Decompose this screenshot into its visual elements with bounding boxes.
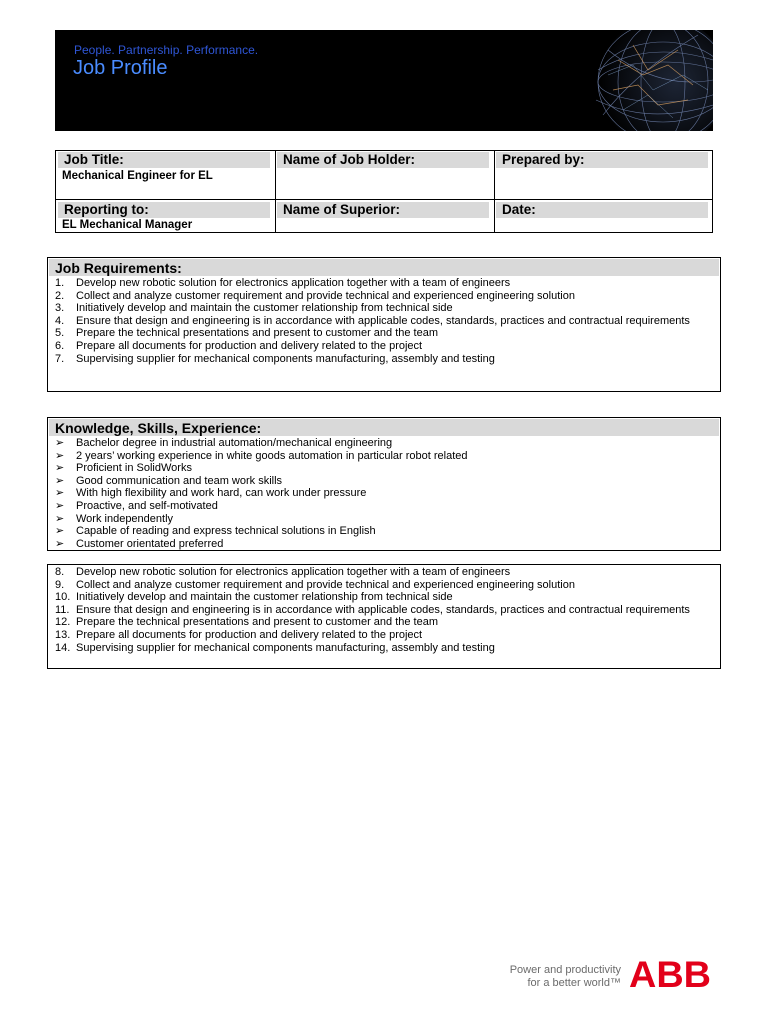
globe-graphic-icon <box>588 30 713 131</box>
list-item-text: Develop new robotic solution for electronics application together with a team of engineers <box>76 566 511 578</box>
list-item-marker: 2. <box>55 289 65 302</box>
list-item <box>48 525 720 538</box>
list-item-marker: 11. <box>55 603 70 616</box>
job-profile-banner <box>55 30 713 131</box>
list-item-text: Work independently <box>76 512 174 525</box>
list-item <box>48 462 720 475</box>
list-item-marker: ➢ <box>55 462 65 475</box>
job-info-table <box>55 150 713 233</box>
job-requirements-list <box>48 277 720 365</box>
knowledge-list <box>48 437 720 550</box>
list-item <box>48 340 720 353</box>
list-item <box>48 475 720 488</box>
page-title: Job Profile <box>73 57 168 79</box>
prepared-by-label: Prepared by: <box>496 152 708 168</box>
list-item <box>48 302 720 315</box>
job-requirements-section <box>47 257 721 392</box>
list-item <box>48 642 720 655</box>
footer-tagline-line1: Power and productivity <box>509 964 621 976</box>
list-item-text: Prepare all documents for production and delivery related to the project <box>76 628 423 641</box>
list-item-text: 2 years’ working experience in white goods automation in particular robot related <box>76 449 468 462</box>
list-item-marker: 6. <box>55 339 65 352</box>
superior-label: Name of Superior: <box>277 202 489 218</box>
list-item <box>48 327 720 340</box>
knowledge-section <box>47 417 721 551</box>
list-item-text: Ensure that design and engineering is in accordance with applicable codes, standards, practices and contractual requirements <box>76 603 690 616</box>
list-item <box>48 450 720 463</box>
footer-tagline <box>510 964 621 990</box>
job-holder-label: Name of Job Holder: <box>277 152 489 168</box>
list-item-marker: 1. <box>55 277 65 289</box>
abb-logo-icon <box>629 957 713 989</box>
list-item <box>48 437 720 450</box>
list-item-text: Initiatively develop and maintain the customer relationship from technical side <box>76 591 453 604</box>
list-item-text: Supervising supplier for mechanical components manufacturing, assembly and testing <box>76 352 495 365</box>
job-requirements-title: Job Requirements: <box>49 259 719 276</box>
list-item-text: Good communication and team work skills <box>76 474 283 487</box>
list-item-text: Develop new robotic solution for electronics application together with a team of engineers <box>76 277 511 289</box>
list-item-marker: ➢ <box>55 525 65 538</box>
list-item <box>48 629 720 642</box>
list-item <box>48 315 720 328</box>
list-item-text: Collect and analyze customer requirement and provide technical and experienced engineering solution <box>76 289 575 302</box>
job-title-value: Mechanical Engineer for EL <box>62 170 213 182</box>
list-item <box>48 566 720 579</box>
list-item-marker: ➢ <box>55 474 65 487</box>
list-item-text: Proficient in SolidWorks <box>76 462 192 475</box>
list-item-text: Prepare all documents for production and delivery related to the project <box>76 339 423 352</box>
list-item-text: Prepare the technical presentations and present to customer and the team <box>76 327 438 340</box>
list-item <box>48 579 720 592</box>
list-item-marker: 7. <box>55 352 65 365</box>
list-item-marker: ➢ <box>55 437 65 449</box>
list-item <box>48 513 720 526</box>
footer-tagline-line2: for a better world™ <box>527 977 621 989</box>
list-item-text: Bachelor degree in industrial automation/mechanical engineering <box>76 437 393 449</box>
list-item <box>48 487 720 500</box>
abb-logo-text: ABB <box>629 957 711 989</box>
list-item-text: Prepare the technical presentations and present to customer and the team <box>76 616 438 629</box>
job-title-label: Job Title: <box>58 152 270 168</box>
list-item-marker: 10. <box>55 591 71 604</box>
list-item-marker: ➢ <box>55 499 65 512</box>
banner-tagline: People. Partnership. Performance. <box>74 43 259 57</box>
list-item <box>48 616 720 629</box>
list-item-marker: ➢ <box>55 487 65 500</box>
list-item <box>48 604 720 617</box>
list-item <box>48 353 720 366</box>
list-item-marker: 3. <box>55 302 65 315</box>
list-item-text: Collect and analyze customer requirement and provide technical and experienced engineering solution <box>76 578 575 591</box>
knowledge-title: Knowledge, Skills, Experience: <box>49 419 719 436</box>
list-item-marker: 13. <box>55 628 71 641</box>
list-item <box>48 538 720 551</box>
list-item-text: With high flexibility and work hard, can work under pressure <box>76 487 367 500</box>
additional-requirements-list <box>48 566 720 654</box>
list-item-text: Ensure that design and engineering is in accordance with applicable codes, standards, practices and contractual requirements <box>76 314 690 327</box>
additional-requirements-section <box>47 564 721 669</box>
list-item-marker: ➢ <box>55 537 65 550</box>
list-item-text: Initiatively develop and maintain the customer relationship from technical side <box>76 302 453 315</box>
list-item-marker: 14. <box>55 641 71 654</box>
list-item <box>48 500 720 513</box>
list-item-marker: ➢ <box>55 449 65 462</box>
list-item-text: Customer orientated preferred <box>76 537 224 550</box>
date-label: Date: <box>496 202 708 218</box>
list-item-marker: 9. <box>55 578 65 591</box>
list-item <box>48 591 720 604</box>
list-item-text: Proactive, and self-motivated <box>76 499 218 512</box>
list-item-marker: 12. <box>55 616 71 629</box>
list-item-marker: 4. <box>55 314 65 327</box>
list-item <box>48 277 720 290</box>
list-item <box>48 290 720 303</box>
reporting-to-label: Reporting to: <box>58 202 270 218</box>
list-item-marker: 8. <box>55 566 65 578</box>
list-item-text: Capable of reading and express technical solutions in English <box>76 525 376 538</box>
list-item-marker: ➢ <box>55 512 65 525</box>
list-item-marker: 5. <box>55 327 65 340</box>
reporting-to-value: EL Mechanical Manager <box>62 219 193 231</box>
list-item-text: Supervising supplier for mechanical components manufacturing, assembly and testing <box>76 641 495 654</box>
